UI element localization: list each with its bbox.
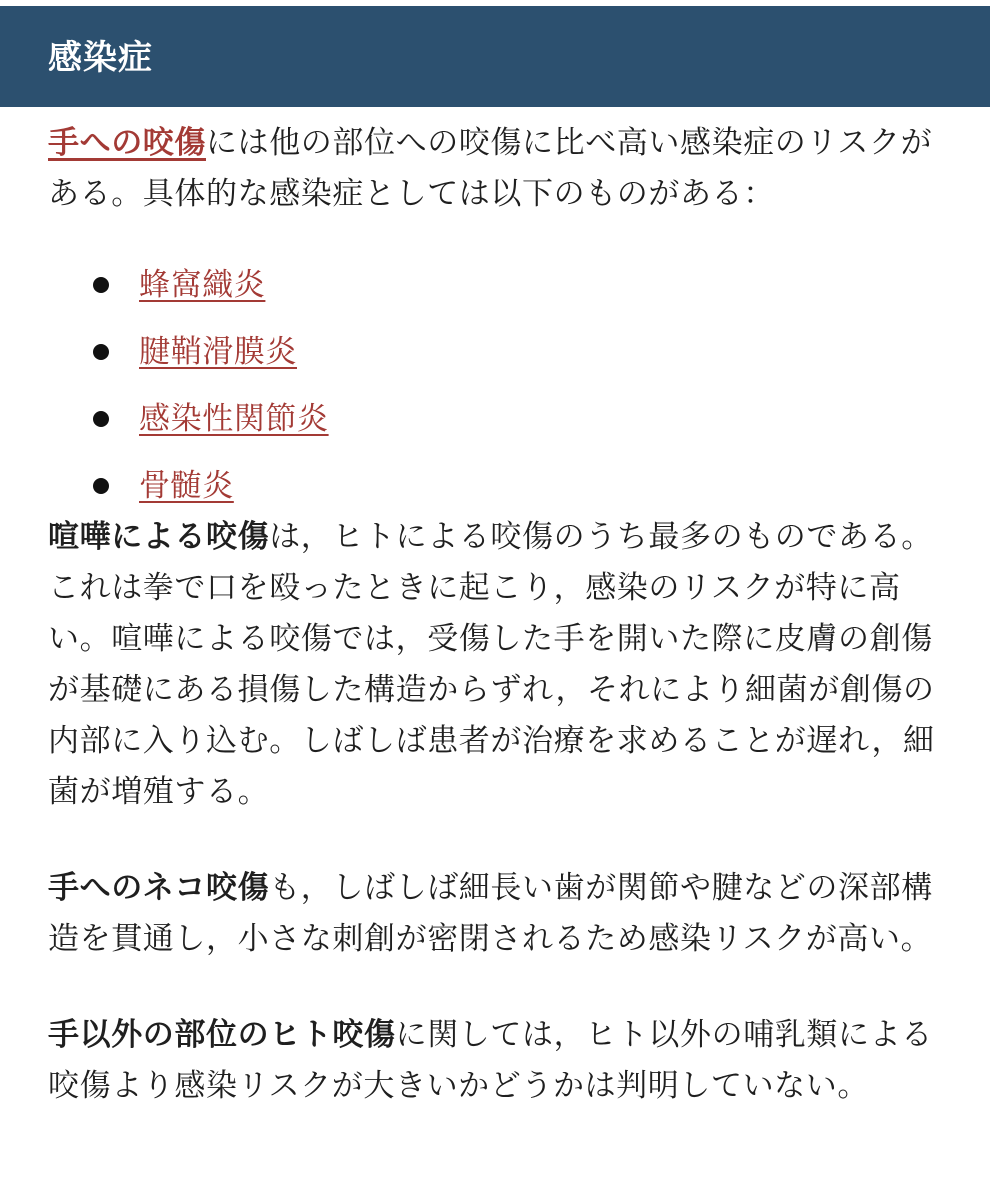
- human-bite-text: に関しては，ヒト以外の哺乳類による咬傷より感染リスクが大きいかどうかは判明していない。: [48, 1017, 933, 1104]
- human-bite-paragraph: [48, 1010, 938, 1112]
- list-item: [48, 263, 938, 330]
- infection-link-osteomyelitis[interactable]: 骨髄炎: [139, 468, 234, 504]
- hand-bite-link[interactable]: 手への咬傷: [48, 125, 206, 161]
- section-title: 感染症: [48, 38, 153, 78]
- bullet-icon: [93, 277, 109, 293]
- cat-bite-paragraph: [48, 863, 938, 965]
- cat-bite-heading: 手へのネコ咬傷: [48, 870, 270, 906]
- bullet-icon: [93, 344, 109, 360]
- article-content: [48, 118, 938, 1112]
- fight-bite-heading: 喧嘩による咬傷: [48, 519, 270, 555]
- infection-link-septic-arthritis[interactable]: 感染性関節炎: [139, 401, 329, 437]
- infection-link-cellulitis[interactable]: 蜂窩織炎: [139, 267, 266, 303]
- list-item: [48, 397, 938, 464]
- fight-bite-paragraph: [48, 512, 938, 818]
- intro-text: には他の部位への咬傷に比べ高い感染症のリスクがある。具体的な感染症としては以下のものがある：: [48, 125, 933, 212]
- bullet-icon: [93, 411, 109, 427]
- list-item: [48, 464, 938, 508]
- intro-paragraph: [48, 118, 938, 220]
- infection-link-tenosynovitis[interactable]: 腱鞘滑膜炎: [139, 334, 297, 370]
- section-header: [0, 6, 990, 107]
- cat-bite-text: も，しばしば細長い歯が関節や腱などの深部構造を貫通し，小さな刺創が密閉されるため感染リスクが高い。: [48, 870, 933, 957]
- list-item: [48, 330, 938, 397]
- infection-list: [48, 263, 938, 508]
- human-bite-heading: 手以外の部位のヒト咬傷: [48, 1017, 396, 1053]
- bullet-icon: [93, 478, 109, 494]
- fight-bite-text: は，ヒトによる咬傷のうち最多のものである。これは拳で口を殴ったときに起こり，感染のリスクが特に高い。喧嘩による咬傷では，受傷した手を開いた際に皮膚の創傷が基礎にある損傷した構造からずれ，それにより細菌が創傷の内部に入り込む。しばしば患者が治療を求めることが遅れ，細菌が増殖する。: [48, 519, 935, 810]
